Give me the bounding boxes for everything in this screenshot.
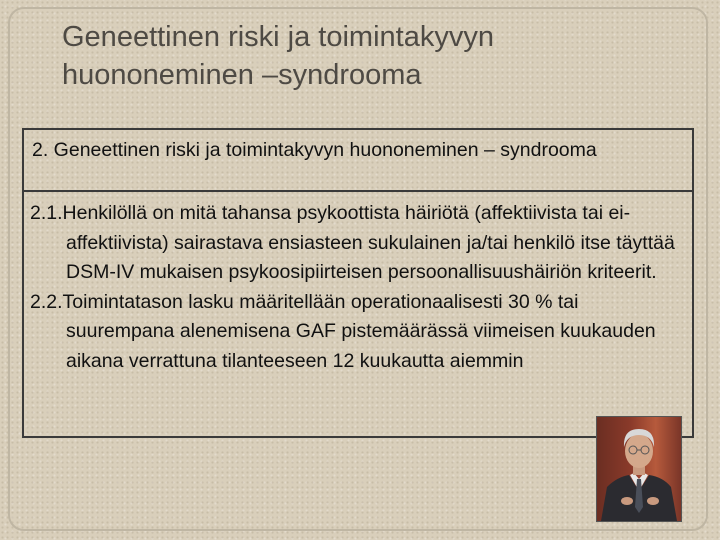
content-heading: 2. Geneettinen riski ja toimintakyvyn huononeminen – syndrooma (22, 128, 694, 192)
slide-title-line-2: huononeminen –syndrooma (62, 59, 422, 91)
slide-title-line-1: Geneettinen riski ja toimintakyvyn (62, 21, 494, 53)
content-body (30, 199, 690, 376)
slide-title (62, 18, 662, 94)
portrait-illustration (597, 417, 681, 521)
portrait-photo (596, 416, 682, 522)
paragraph-2-1: 2.1.Henkilöllä on mitä tahansa psykoottista häiriötä (affektiivista tai ei-affektiivista) sairastava ensiasteen sukulainen ja/tai henkilö itse täyttää DSM-IV mukaisen psykoosipiirteisen persoonallisuushäiriön kriteerit. (30, 202, 675, 283)
paragraph-2-2: 2.2.Toimintatason lasku määritellään operationaalisesti 30 % tai suurempana alenemisena GAF pistemäärässä viimeisen kuukauden aikana verrattuna tilanteeseen 12 kuukautta aiemmin (30, 290, 656, 372)
